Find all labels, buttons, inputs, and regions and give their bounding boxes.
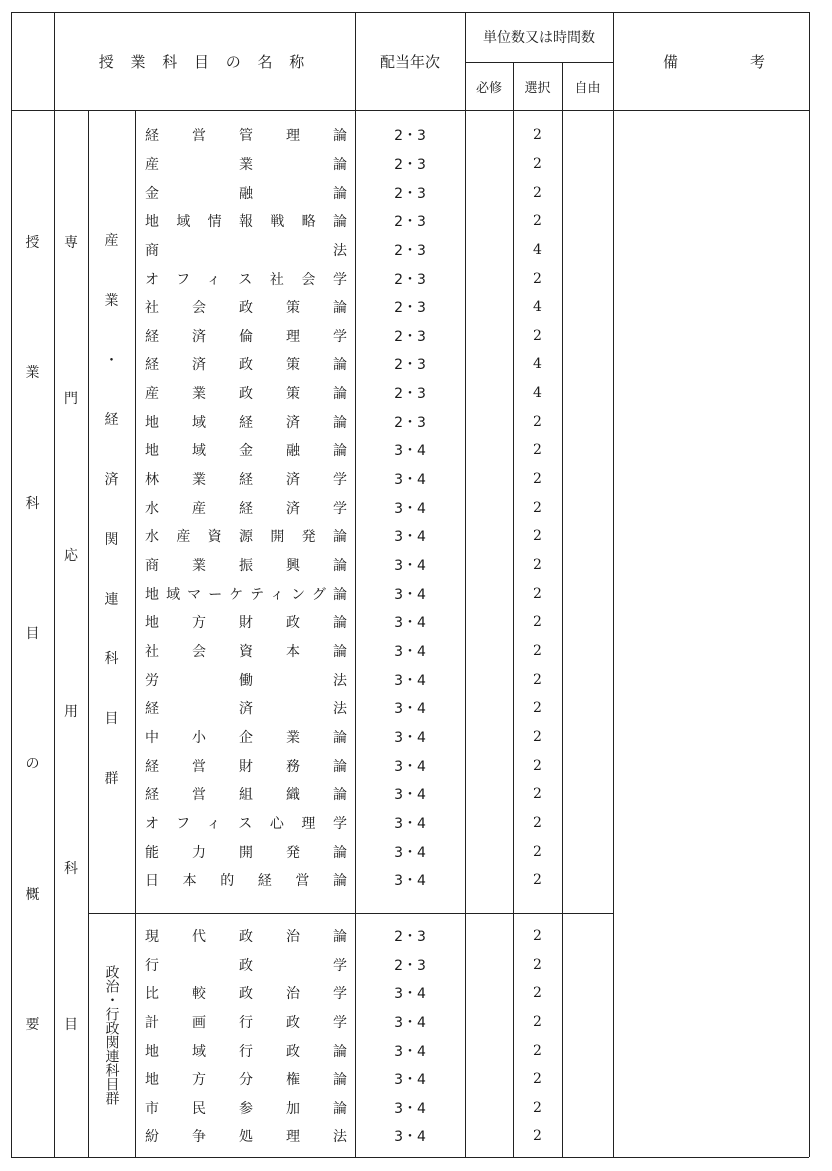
elective-units-cell: 2: [533, 757, 542, 774]
table-row: [135, 780, 613, 809]
course-name-cell: 比較政治学: [145, 986, 347, 1003]
table-row: [135, 350, 613, 379]
year-cell: 3・4: [394, 443, 426, 460]
table-row: [135, 837, 613, 866]
group-divider: [88, 913, 613, 914]
header-remarks-left: 備: [663, 52, 679, 71]
course-name-cell: 地域金融論: [145, 443, 347, 460]
label-group-politics-administration: 政治・行政関連科目群: [103, 965, 120, 1105]
table-row: [135, 293, 613, 322]
table-row: [135, 493, 613, 522]
header-remarks: [613, 12, 809, 110]
course-name-cell: 経営管理論: [145, 128, 347, 145]
label-char: 連: [104, 591, 119, 608]
elective-units-cell: 2: [533, 614, 542, 631]
course-name-cell: 経営組織論: [145, 787, 347, 804]
elective-units-cell: 2: [533, 642, 542, 659]
course-name-cell: 林業経済学: [145, 472, 347, 489]
table-row: [135, 1036, 613, 1065]
elective-units-cell: 2: [533, 499, 542, 516]
year-cell: 3・4: [394, 529, 426, 546]
year-cell: 3・4: [394, 500, 426, 517]
elective-units-cell: 2: [533, 872, 542, 889]
elective-units-cell: 2: [533, 327, 542, 344]
label-char: 経: [104, 412, 119, 429]
elective-units-cell: 2: [533, 413, 542, 430]
course-name-cell: 経済政策論: [145, 357, 347, 374]
course-name-cell: 経済法: [145, 701, 347, 718]
table-row: [135, 522, 613, 551]
year-cell: 3・4: [394, 586, 426, 603]
label-specialized-applied: [54, 232, 88, 1034]
label-char: 業: [104, 292, 119, 309]
year-cell: 2・3: [394, 929, 426, 946]
elective-units-cell: 2: [533, 585, 542, 602]
year-cell: 3・4: [394, 472, 426, 489]
header-elective: 選択: [524, 80, 551, 96]
elective-units-cell: 2: [533, 270, 542, 287]
course-name-cell: 経営財務論: [145, 758, 347, 775]
table-row: [135, 1094, 613, 1123]
label-char: ・: [104, 352, 119, 369]
table-row: [135, 465, 613, 494]
year-cell: 3・4: [394, 615, 426, 632]
elective-units-cell: 4: [533, 241, 542, 258]
elective-units-cell: 2: [533, 471, 542, 488]
year-cell: 2・3: [394, 156, 426, 173]
year-cell: 3・4: [394, 672, 426, 689]
table-row: [135, 1008, 613, 1037]
course-name-cell: 日本的経営論: [145, 873, 347, 890]
elective-units-cell: 2: [533, 1042, 542, 1059]
elective-units-cell: 2: [533, 528, 542, 545]
year-cell: 3・4: [394, 815, 426, 832]
table-row: [135, 236, 613, 265]
header-units: 単位数又は時間数: [483, 30, 595, 46]
course-name-cell: 地方分権論: [145, 1072, 347, 1089]
elective-units-cell: 2: [533, 814, 542, 831]
year-cell: 3・4: [394, 844, 426, 861]
table-row: [135, 436, 613, 465]
elective-units-cell: 2: [533, 786, 542, 803]
year-cell: 3・4: [394, 1129, 426, 1146]
label-char: 済: [104, 472, 119, 489]
course-name-cell: 商法: [145, 242, 347, 259]
course-name-cell: 地方財政論: [145, 615, 347, 632]
year-cell: 3・4: [394, 1072, 426, 1089]
course-name-cell: 水産経済学: [145, 500, 347, 517]
year-cell: 3・4: [394, 1015, 426, 1032]
course-name-cell: 紛争処理法: [145, 1129, 347, 1146]
elective-units-cell: 2: [533, 1014, 542, 1031]
table-row: [135, 751, 613, 780]
elective-units-cell: 2: [533, 213, 542, 230]
elective-units-cell: 2: [533, 700, 542, 717]
year-cell: 2・3: [394, 242, 426, 259]
elective-units-cell: 2: [533, 155, 542, 172]
year-cell: 3・4: [394, 873, 426, 890]
header-remarks-right: 考: [749, 52, 765, 71]
elective-units-cell: 2: [533, 671, 542, 688]
course-name-cell: オフィス社会学: [145, 271, 347, 288]
header-divider: [11, 110, 809, 111]
table-row: [135, 178, 613, 207]
label-char: 用: [64, 704, 78, 721]
elective-units-cell: 2: [533, 956, 542, 973]
table-row: [135, 951, 613, 980]
elective-units-cell: 2: [533, 127, 542, 144]
elective-units-cell: 2: [533, 843, 542, 860]
course-name-cell: 商業振興論: [145, 558, 347, 575]
course-name-cell: 地域情報戦略論: [145, 214, 347, 231]
label-group-industry-economics: [88, 230, 135, 788]
label-char: 関: [104, 531, 119, 548]
course-name-cell: 計画行政学: [145, 1015, 347, 1032]
year-cell: 3・4: [394, 643, 426, 660]
label-course-overview: [11, 232, 54, 1034]
table-row: [135, 1122, 613, 1151]
table-row: [135, 322, 613, 351]
table-row: [135, 1065, 613, 1094]
table-row: [135, 579, 613, 608]
course-name-cell: 能力開発論: [145, 844, 347, 861]
course-name-cell: オフィス心理学: [145, 815, 347, 832]
table-row: [135, 408, 613, 437]
elective-units-cell: 4: [533, 356, 542, 373]
year-cell: 3・4: [394, 986, 426, 1003]
table-row: [135, 922, 613, 951]
elective-units-cell: 2: [533, 1071, 542, 1088]
course-name-cell: 金融論: [145, 185, 347, 202]
table-row: [135, 608, 613, 637]
elective-units-cell: 4: [533, 385, 542, 402]
year-cell: 2・3: [394, 328, 426, 345]
year-cell: 2・3: [394, 214, 426, 231]
label-char: 目: [25, 625, 40, 642]
label-char: 産: [104, 233, 119, 249]
elective-units-cell: 2: [533, 728, 542, 745]
header-course-name: 授 業 科 目 の 名 称: [98, 52, 311, 71]
elective-units-cell: 2: [533, 1128, 542, 1145]
label-char: 目: [64, 1016, 78, 1033]
table-row: [135, 551, 613, 580]
year-cell: 2・3: [394, 386, 426, 403]
course-name-cell: 現代政治論: [145, 929, 347, 946]
table-row: [135, 121, 613, 150]
year-cell: 2・3: [394, 300, 426, 317]
table-row: [135, 866, 613, 895]
table-row: [135, 665, 613, 694]
label-char: 科: [64, 860, 78, 877]
year-cell: 3・4: [394, 1100, 426, 1117]
course-name-cell: 地域マーケティング論: [145, 586, 347, 603]
year-cell: 2・3: [394, 185, 426, 202]
course-name-cell: 市民参加論: [145, 1100, 347, 1117]
course-name-cell: 地域経済論: [145, 414, 347, 431]
label-char: 科: [104, 651, 119, 668]
header-free: 自由: [574, 80, 601, 96]
label-char: 概: [25, 886, 40, 903]
elective-units-cell: 2: [533, 1099, 542, 1116]
label-char: 要: [25, 1016, 40, 1033]
col-divider-free: [613, 12, 614, 1157]
course-name-cell: 社会資本論: [145, 643, 347, 660]
year-cell: 2・3: [394, 357, 426, 374]
header-year: 配当年次: [379, 52, 440, 71]
table-row: [135, 150, 613, 179]
elective-units-cell: 2: [533, 442, 542, 459]
year-cell: 2・3: [394, 957, 426, 974]
elective-units-cell: 2: [533, 928, 542, 945]
year-cell: 3・4: [394, 1043, 426, 1060]
label-char: 業: [25, 365, 40, 382]
year-cell: 3・4: [394, 729, 426, 746]
label-char: 群: [104, 770, 119, 787]
year-cell: 2・3: [394, 414, 426, 431]
table-row: [135, 379, 613, 408]
table-row: [135, 809, 613, 838]
table-border-right: [809, 12, 810, 1157]
year-cell: 2・3: [394, 271, 426, 288]
label-char: 目: [104, 711, 119, 728]
table-border-bottom: [11, 1157, 809, 1158]
label-char: 門: [64, 391, 78, 408]
course-name-cell: 中小企業論: [145, 729, 347, 746]
label-char: 専: [64, 235, 78, 251]
year-cell: 2・3: [394, 128, 426, 145]
course-name-cell: 産業政策論: [145, 386, 347, 403]
label-char: 応: [64, 547, 78, 564]
year-cell: 3・4: [394, 758, 426, 775]
elective-units-cell: 2: [533, 184, 542, 201]
table-row: [135, 264, 613, 293]
label-char: 授: [25, 235, 40, 251]
table-row: [135, 723, 613, 752]
table-row: [135, 207, 613, 236]
header-required: 必修: [475, 80, 502, 96]
course-name-cell: 水産資源開発論: [145, 529, 347, 546]
year-cell: 3・4: [394, 701, 426, 718]
course-name-cell: 社会政策論: [145, 300, 347, 317]
year-cell: 3・4: [394, 787, 426, 804]
elective-units-cell: 2: [533, 557, 542, 574]
course-name-cell: 地域行政論: [145, 1043, 347, 1060]
course-name-cell: 産業論: [145, 156, 347, 173]
year-cell: 3・4: [394, 558, 426, 575]
course-name-cell: 労働法: [145, 672, 347, 689]
elective-units-cell: 2: [533, 985, 542, 1002]
course-name-cell: 経済倫理学: [145, 328, 347, 345]
table-row: [135, 979, 613, 1008]
label-char: の: [25, 756, 40, 773]
elective-units-cell: 4: [533, 299, 542, 316]
table-row: [135, 637, 613, 666]
table-row: [135, 694, 613, 723]
course-name-cell: 行政学: [145, 957, 347, 974]
label-char: 科: [25, 495, 40, 512]
